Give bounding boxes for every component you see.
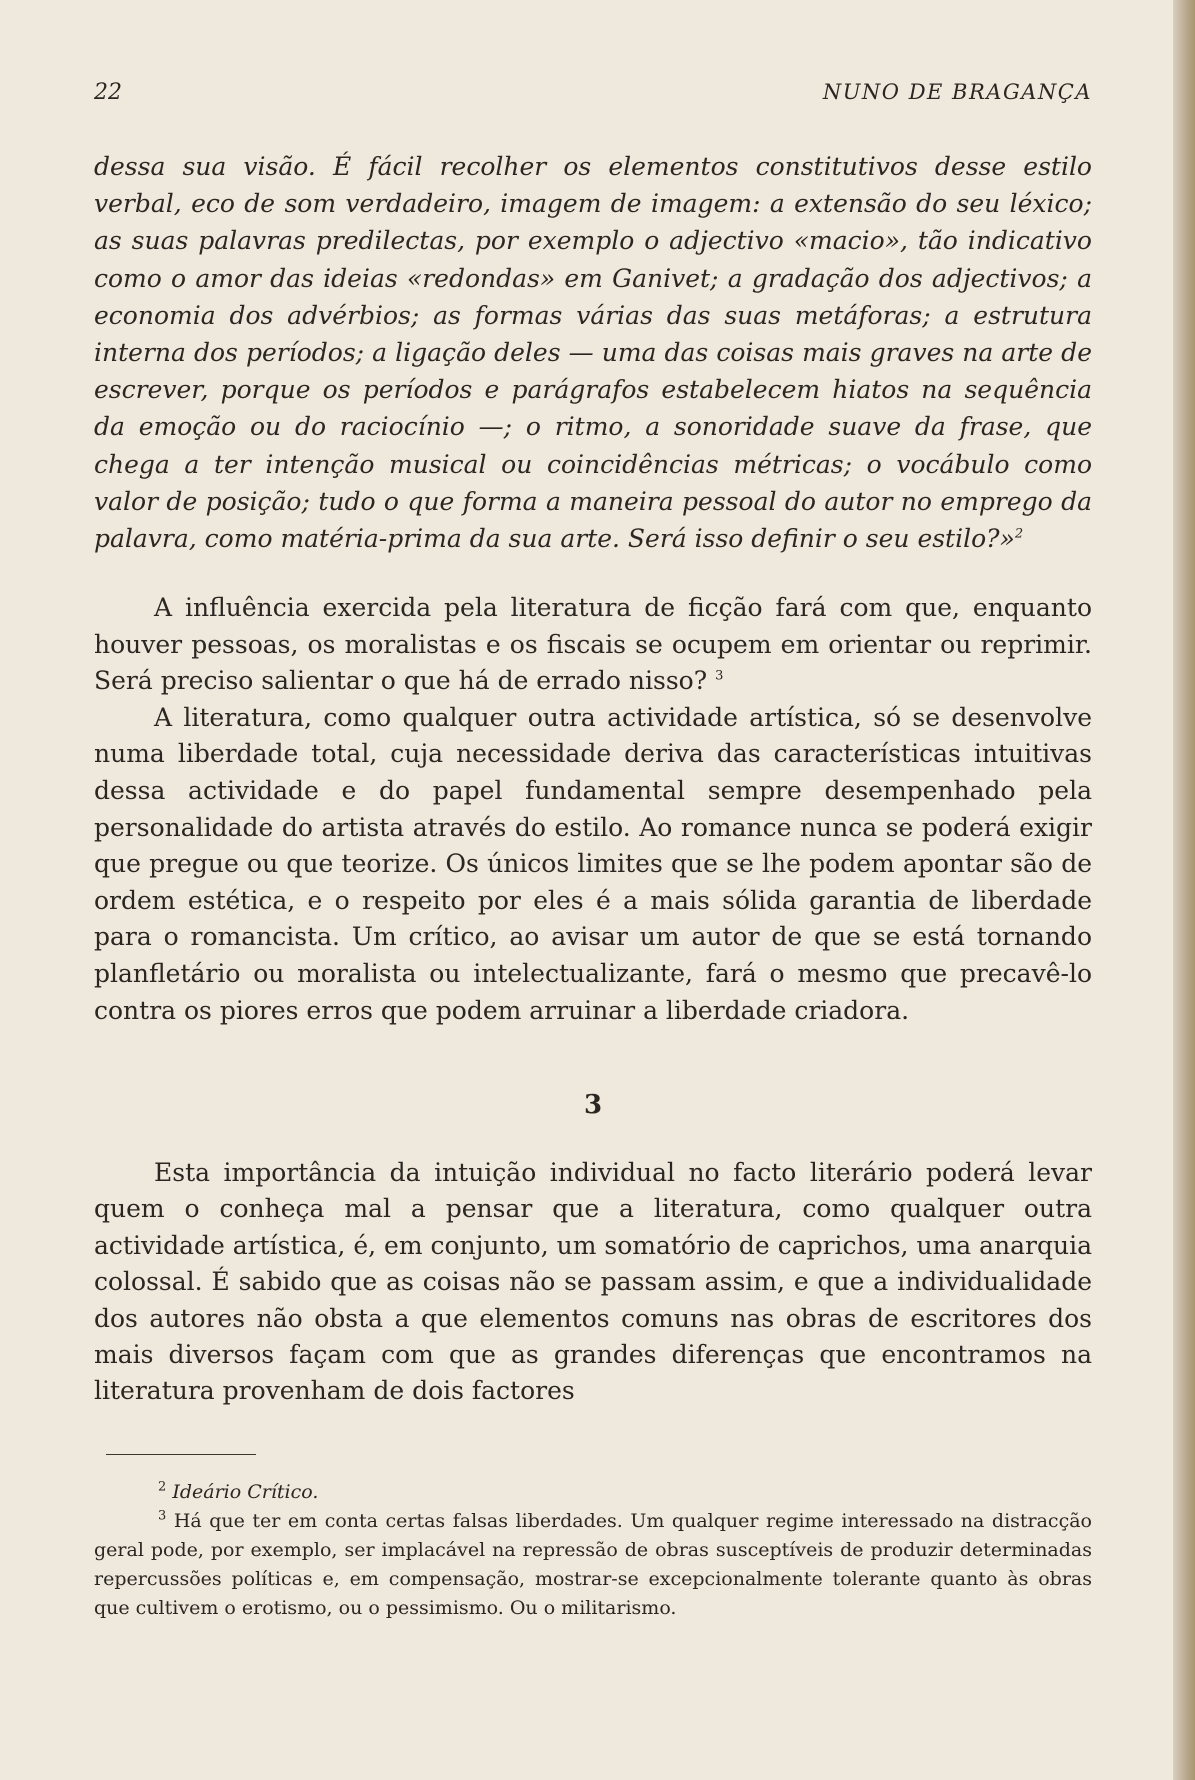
body-text-before-section bbox=[94, 590, 1092, 1029]
footnotes bbox=[94, 1478, 1092, 1623]
paragraph-text: A literatura, como qualquer outra actividade artística, só se desenvolve numa liberdade total, cuja necessidade deriva das características intuitivas dessa actividade e do papel fundamental sempre desempenhado pela personalidade do artista através do estilo. Ao romance nunca se poderá exigir que pregue ou que teorize. Os únicos limites que se lhe podem apontar são de ordem estética, e o respeito por eles é a mais sólida garantia de liberdade para o romancista. Um crítico, ao avisar um autor de que se está tornando planfletário ou moralista ou intelectualizante, fará o mesmo que precavê-lo contra os piores erros que podem arruinar a liberdade criadora. bbox=[94, 702, 1092, 1025]
paragraph bbox=[94, 590, 1092, 700]
footnote-3 bbox=[94, 1507, 1092, 1623]
footnote-ref-2: 2 bbox=[1014, 526, 1024, 542]
paragraph: Esta importância da intuição individual no facto literário poderá levar quem o conheça mal a pensar que a literatura, como qualquer outra actividade artística, é, em conjunto, um somatório de caprichos, uma anarquia colossal. É sabido que as coisas não se passam assim, e que a individualidade dos autores não obsta a que elementos comuns nas obras de escritores dos mais diversos façam com que as grandes diferenças que encontramos na literatura provenham de dois factores bbox=[94, 1158, 1092, 1406]
page-edge bbox=[1173, 0, 1195, 1780]
footnote-rule bbox=[106, 1454, 256, 1455]
footnote-ref-3: 3 bbox=[715, 668, 724, 684]
footnote-text: Há que ter em conta certas falsas liberdades. Um qualquer regime interessado na distracção geral pode, por exemplo, ser implacável na repressão de obras susceptíveis de produzir determinadas repercussões políticas e, em compensação, mostrar-se excepcionalmente tolerante quanto às obras que cultivem o erotismo, ou o pessimismo. Ou o militarismo. bbox=[94, 1510, 1092, 1619]
paragraph bbox=[94, 700, 1092, 1029]
quoted-passage bbox=[94, 148, 1092, 557]
page-header bbox=[94, 80, 1092, 110]
running-head: NUNO DE BRAGANÇA bbox=[822, 80, 1092, 104]
footnote-2 bbox=[94, 1478, 1092, 1507]
footnote-text: Ideário Crítico. bbox=[172, 1481, 319, 1503]
footnote-mark: 3 bbox=[158, 1508, 167, 1524]
quote-text: dessa sua visão. É fácil recolher os elementos constitutivos desse estilo verbal, eco de som verdadeiro, imagem de imagem: a extensão do seu léxico; as suas palavras predilectas, por exemplo o adjectivo «macio», tão indicativo como o amor das ideias «redondas» em Ganivet; a gradação dos adjectivos; a economia dos advérbios; as formas várias das suas metáforas; a estrutura interna dos períodos; a ligação deles — uma das coisas mais graves na arte de escrever, porque os períodos e parágrafos estabelecem hiatos na sequência da emoção ou do raciocínio —; o ritmo, a sonoridade suave da frase, que chega a ter intenção musical ou coincidências métricas; o vocábulo como valor de posição; tudo o que forma a maneira pessoal do autor no emprego da palavra, como matéria-prima da sua arte. Será isso definir o seu estilo?» bbox=[94, 152, 1092, 554]
page-number: 22 bbox=[94, 80, 122, 105]
body-text-after-section bbox=[94, 1155, 1092, 1410]
section-number: 3 bbox=[583, 1090, 603, 1120]
paragraph-text: A influência exercida pela literatura de ficção fará com que, enquanto houver pessoas, os moralistas e os fiscais se ocupem em orientar ou reprimir. Será preciso salientar o que há de errado nisso? bbox=[94, 593, 1092, 696]
footnote-mark: 2 bbox=[158, 1479, 167, 1495]
